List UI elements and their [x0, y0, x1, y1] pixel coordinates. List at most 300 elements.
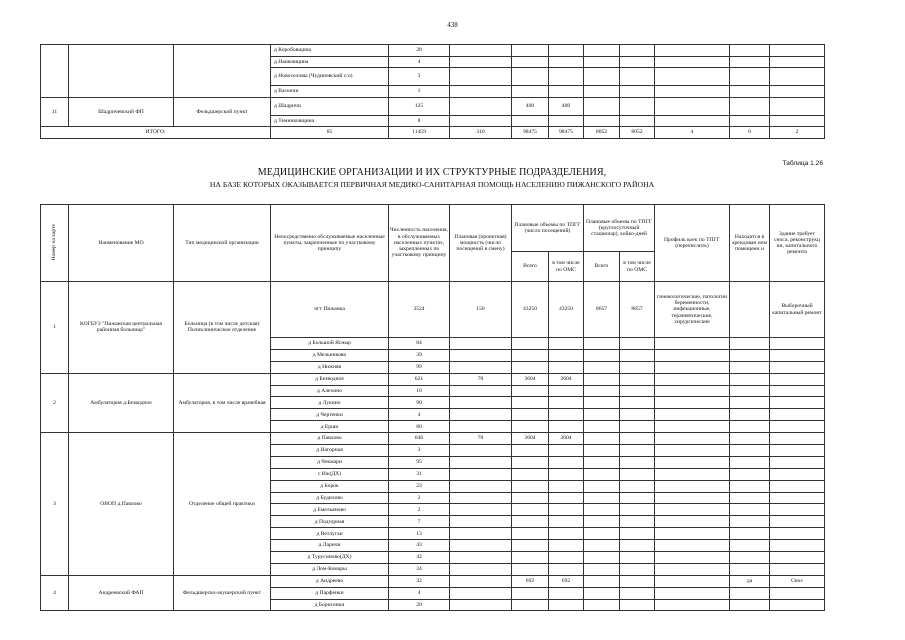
- visits-total-cell: [512, 540, 549, 552]
- visits-total-cell: [512, 492, 549, 504]
- building-cell: [770, 504, 825, 516]
- rented-cell: [730, 599, 770, 611]
- org-type-cell: Фельдшерский пункт: [174, 97, 271, 127]
- profile-cell: [655, 516, 730, 528]
- capacity-cell: [450, 456, 512, 468]
- stationary-oms-cell: [620, 575, 655, 587]
- settlement-cell: д Павлово: [271, 433, 389, 445]
- visits-total-cell: 692: [512, 575, 549, 587]
- stationary-total-cell: [584, 563, 620, 575]
- building-cell: [770, 56, 825, 68]
- org-type-cell: Амбулатория, в том числе врачебная: [174, 373, 271, 432]
- stationary-oms-cell: [620, 587, 655, 599]
- settlement-cell: д Нижняя: [271, 361, 389, 373]
- settlement-cell: д Борок: [271, 480, 389, 492]
- org-type-cell: Фельдшерско-акушерский пункт: [174, 575, 271, 611]
- visits-total-cell: [512, 504, 549, 516]
- org-name-cell: Амбулатория д.Безводное: [69, 373, 174, 432]
- profile-cell: [655, 433, 730, 445]
- population-cell: 10: [389, 385, 450, 397]
- stationary-total-cell: [584, 97, 620, 115]
- table-row: [41, 45, 825, 57]
- population-cell: 4: [389, 56, 450, 68]
- capacity-cell: [450, 45, 512, 57]
- rented-cell: [730, 445, 770, 457]
- population-cell: 125: [389, 97, 450, 115]
- building-cell: Выборочный капитальный ремонт: [770, 282, 825, 338]
- rented-cell: да: [730, 575, 770, 587]
- profile-cell: [655, 409, 730, 421]
- header-tpgg-visits: Плановые объемы по ТПГГ (число посещений): [512, 205, 584, 252]
- settlement-cell: д Ветлугаи: [271, 528, 389, 540]
- population-cell: 32: [389, 575, 450, 587]
- visits-oms-cell: [549, 492, 584, 504]
- org-name-cell: [69, 45, 174, 98]
- stationary-total-cell: [584, 56, 620, 68]
- org-type-cell: Отделение общей практики: [174, 433, 271, 576]
- stationary-oms-cell: [620, 361, 655, 373]
- visits-total-cell: [512, 563, 549, 575]
- header-capacity: Плановая (проектная) мощность (число посещений в смену): [450, 205, 512, 282]
- num-cell: 11: [41, 97, 69, 127]
- profile-cell: гинекологические, патологии беременности, инфекционные, терапевтические, хирургические: [655, 282, 730, 338]
- population-cell: 80: [389, 421, 450, 433]
- capacity-cell: [450, 516, 512, 528]
- visits-oms-cell: [549, 349, 584, 361]
- stationary-oms-cell: [620, 504, 655, 516]
- profile-cell: [655, 599, 730, 611]
- stationary-oms-cell: [620, 456, 655, 468]
- building-cell: [770, 587, 825, 599]
- settlement-cell: д Парфенки: [271, 587, 389, 599]
- building-cell: [770, 468, 825, 480]
- settlement-cell: д Большой Ясныр: [271, 338, 389, 350]
- stationary-total-cell: [584, 385, 620, 397]
- visits-total-cell: 43250: [512, 282, 549, 338]
- stationary-total-cell: [584, 45, 620, 57]
- visits-oms-cell: [549, 468, 584, 480]
- building-cell: [770, 373, 825, 385]
- stationary-total-cell: [584, 397, 620, 409]
- population-cell: 95: [389, 456, 450, 468]
- settlement-cell: д Нагорная: [271, 445, 389, 457]
- population-cell: 90: [389, 397, 450, 409]
- settlement-cell: д Безводное: [271, 373, 389, 385]
- building-cell: [770, 338, 825, 350]
- building-cell: Снос: [770, 575, 825, 587]
- org-name-cell: Шадричевский ФП: [69, 97, 174, 127]
- population-cell: 8: [389, 115, 450, 127]
- total-cell: 310: [450, 127, 512, 139]
- header-name: Наименование МО: [69, 205, 174, 282]
- visits-total-cell: [512, 421, 549, 433]
- capacity-cell: [450, 504, 512, 516]
- building-cell: [770, 86, 825, 98]
- visits-total-cell: [512, 86, 549, 98]
- header-stationary-oms: в том числе по ОМС: [620, 252, 655, 282]
- rented-cell: [730, 385, 770, 397]
- header-num: Номер на карте: [41, 205, 69, 282]
- org-name-cell: Андреевский ФАП: [69, 575, 174, 611]
- profile-cell: [655, 504, 730, 516]
- settlement-cell: д Наиковщина: [271, 56, 389, 68]
- visits-total-cell: [512, 587, 549, 599]
- profile-cell: [655, 468, 730, 480]
- capacity-cell: [450, 115, 512, 127]
- population-cell: 621: [389, 373, 450, 385]
- building-cell: [770, 349, 825, 361]
- visits-total-cell: [512, 385, 549, 397]
- header-tpgg-stationary: Плановые объемы по ТПГГ (круглосуточный стационар), койко-дней: [584, 205, 655, 252]
- rented-cell: [730, 56, 770, 68]
- stationary-total-cell: [584, 115, 620, 127]
- header-settlements: Непосредственно обслуживаемые населенные пункты, закрепленные по участковому принципу: [271, 205, 389, 282]
- org-type-cell: [174, 45, 271, 98]
- total-cell: 0: [730, 127, 770, 139]
- visits-total-cell: 3604: [512, 373, 549, 385]
- stationary-oms-cell: [620, 409, 655, 421]
- rented-cell: [730, 456, 770, 468]
- visits-total-cell: [512, 397, 549, 409]
- visits-oms-cell: 3604: [549, 373, 584, 385]
- settlement-cell: д Ерши: [271, 421, 389, 433]
- profile-cell: [655, 373, 730, 385]
- settlement-cell: д Борисенки: [271, 599, 389, 611]
- visits-oms-cell: [549, 68, 584, 86]
- building-cell: [770, 45, 825, 57]
- total-cell: 8052: [584, 127, 620, 139]
- visits-total-cell: [512, 480, 549, 492]
- population-cell: 34: [389, 563, 450, 575]
- visits-total-cell: [512, 468, 549, 480]
- capacity-cell: 150: [450, 282, 512, 338]
- profile-cell: [655, 575, 730, 587]
- stationary-oms-cell: 8657: [620, 282, 655, 338]
- building-cell: [770, 552, 825, 564]
- population-cell: 99: [389, 361, 450, 373]
- profile-cell: [655, 56, 730, 68]
- population-cell: 3: [389, 68, 450, 86]
- rented-cell: [730, 68, 770, 86]
- stationary-total-cell: [584, 361, 620, 373]
- population-cell: 20: [389, 599, 450, 611]
- settlement-cell: д Ларичи: [271, 540, 389, 552]
- rented-cell: [730, 421, 770, 433]
- settlement-cell: д Чекмари: [271, 456, 389, 468]
- stationary-oms-cell: [620, 433, 655, 445]
- top-table-fragment: [40, 44, 825, 139]
- table-row: [41, 97, 825, 115]
- stationary-oms-cell: [620, 68, 655, 86]
- profile-cell: [655, 492, 730, 504]
- building-cell: [770, 456, 825, 468]
- capacity-cell: [450, 468, 512, 480]
- header-row-1: [41, 205, 825, 252]
- table-row: [41, 282, 825, 338]
- rented-cell: [730, 86, 770, 98]
- population-cell: 646: [389, 433, 450, 445]
- capacity-cell: [450, 338, 512, 350]
- stationary-total-cell: [584, 456, 620, 468]
- stationary-total-cell: [584, 373, 620, 385]
- stationary-oms-cell: [620, 45, 655, 57]
- visits-oms-cell: [549, 397, 584, 409]
- visits-total-cell: [512, 361, 549, 373]
- visits-total-cell: [512, 349, 549, 361]
- capacity-cell: [450, 563, 512, 575]
- capacity-cell: 70: [450, 373, 512, 385]
- visits-oms-cell: 692: [549, 575, 584, 587]
- stationary-oms-cell: [620, 338, 655, 350]
- rented-cell: [730, 516, 770, 528]
- visits-total-cell: [512, 115, 549, 127]
- profile-cell: [655, 528, 730, 540]
- population-cell: 2: [389, 504, 450, 516]
- building-cell: [770, 97, 825, 115]
- stationary-total-cell: [584, 516, 620, 528]
- settlement-cell: пгт Пижанка: [271, 282, 389, 338]
- visits-total-cell: [512, 338, 549, 350]
- org-num-cell: 1: [41, 282, 69, 374]
- rented-cell: [730, 528, 770, 540]
- stationary-total-cell: [584, 480, 620, 492]
- main-table: [40, 204, 825, 611]
- stationary-total-cell: [584, 86, 620, 98]
- profile-cell: [655, 480, 730, 492]
- capacity-cell: [450, 587, 512, 599]
- stationary-total-cell: [584, 433, 620, 445]
- capacity-cell: [450, 575, 512, 587]
- population-cell: 28: [389, 45, 450, 57]
- population-cell: 4: [389, 587, 450, 599]
- stationary-total-cell: [584, 338, 620, 350]
- visits-oms-cell: [549, 56, 584, 68]
- org-name-cell: ОВОП д.Павлово: [69, 433, 174, 576]
- stationary-total-cell: [584, 445, 620, 457]
- rented-cell: [730, 97, 770, 115]
- profile-cell: [655, 563, 730, 575]
- org-num-cell: 4: [41, 575, 69, 611]
- stationary-total-cell: [584, 587, 620, 599]
- rented-cell: [730, 552, 770, 564]
- population-cell: 3524: [389, 282, 450, 338]
- stationary-oms-cell: [620, 421, 655, 433]
- stationary-oms-cell: [620, 445, 655, 457]
- population-cell: 4: [389, 409, 450, 421]
- building-cell: [770, 480, 825, 492]
- rented-cell: [730, 349, 770, 361]
- rented-cell: [730, 282, 770, 338]
- rented-cell: [730, 45, 770, 57]
- population-cell: 39: [389, 349, 450, 361]
- profile-cell: [655, 540, 730, 552]
- settlement-cell: д Шадричи: [271, 97, 389, 115]
- visits-total-cell: [512, 68, 549, 86]
- profile-cell: [655, 385, 730, 397]
- building-cell: [770, 516, 825, 528]
- rented-cell: [730, 563, 770, 575]
- settlement-cell: д Коробовщина: [271, 45, 389, 57]
- stationary-total-cell: [584, 421, 620, 433]
- stationary-oms-cell: [620, 563, 655, 575]
- settlement-cell: д Васкичи: [271, 86, 389, 98]
- stationary-total-cell: [584, 528, 620, 540]
- visits-oms-cell: [549, 45, 584, 57]
- capacity-cell: [450, 599, 512, 611]
- population-cell: 31: [389, 468, 450, 480]
- table-subtitle: НА БАЗЕ КОТОРЫХ ОКАЗЫВАЕТСЯ ПЕРВИЧНАЯ МЕДИКО-САНИТАРНАЯ ПОМОЩЬ НАСЕЛЕНИЮ ПИЖАНСКОГО РАЙОНА: [209, 180, 655, 189]
- capacity-cell: [450, 421, 512, 433]
- rented-cell: [730, 468, 770, 480]
- building-cell: [770, 115, 825, 127]
- population-cell: 2: [389, 492, 450, 504]
- visits-total-cell: [512, 445, 549, 457]
- building-cell: [770, 421, 825, 433]
- settlement-cell: д Чертенки: [271, 409, 389, 421]
- capacity-cell: [450, 385, 512, 397]
- header-rented: Находится в арендован ном помещени и: [730, 205, 770, 282]
- population-cell: 13: [389, 528, 450, 540]
- org-num-cell: 2: [41, 373, 69, 432]
- rented-cell: [730, 115, 770, 127]
- total-cell: 98475: [549, 127, 584, 139]
- profile-cell: [655, 338, 730, 350]
- stationary-oms-cell: [620, 349, 655, 361]
- profile-cell: [655, 421, 730, 433]
- org-name-cell: КОГБУЗ "Пижанская центральная районная больница": [69, 282, 174, 374]
- building-cell: [770, 397, 825, 409]
- stationary-oms-cell: [620, 599, 655, 611]
- settlement-cell: д Подгорная: [271, 516, 389, 528]
- profile-cell: [655, 397, 730, 409]
- building-cell: [770, 540, 825, 552]
- population-cell: 42: [389, 552, 450, 564]
- visits-total-cell: [512, 45, 549, 57]
- rented-cell: [730, 409, 770, 421]
- stationary-oms-cell: [620, 540, 655, 552]
- capacity-cell: [450, 397, 512, 409]
- visits-oms-cell: 43250: [549, 282, 584, 338]
- building-cell: [770, 68, 825, 86]
- visits-total-cell: 3604: [512, 433, 549, 445]
- capacity-cell: [450, 528, 512, 540]
- profile-cell: [655, 97, 730, 115]
- settlement-cell: д Емельяново: [271, 504, 389, 516]
- settlement-cell: д Алехино: [271, 385, 389, 397]
- building-cell: [770, 492, 825, 504]
- rented-cell: [730, 361, 770, 373]
- table-title: МЕДИЦИНСКИЕ ОРГАНИЗАЦИИ И ИХ СТРУКТУРНЫЕ ПОДРАЗДЕЛЕНИЯ,: [257, 167, 607, 178]
- building-cell: [770, 385, 825, 397]
- stationary-total-cell: [584, 492, 620, 504]
- visits-oms-cell: 400: [549, 97, 584, 115]
- visits-total-cell: [512, 456, 549, 468]
- profile-cell: [655, 445, 730, 457]
- total-row: [41, 127, 825, 139]
- building-cell: [770, 361, 825, 373]
- capacity-cell: [450, 540, 512, 552]
- header-visits-total: Всего: [512, 252, 549, 282]
- stationary-oms-cell: [620, 397, 655, 409]
- visits-oms-cell: 3604: [549, 433, 584, 445]
- total-label-cell: ИТОГО:: [41, 127, 271, 139]
- visits-oms-cell: [549, 516, 584, 528]
- settlement-cell: д Темниковщина: [271, 115, 389, 127]
- visits-oms-cell: [549, 599, 584, 611]
- visits-oms-cell: [549, 409, 584, 421]
- visits-total-cell: [512, 516, 549, 528]
- settlement-cell: с Иж(ДХ): [271, 468, 389, 480]
- header-stationary-total: Всего: [584, 252, 620, 282]
- rented-cell: [730, 504, 770, 516]
- stationary-oms-cell: [620, 373, 655, 385]
- profile-cell: [655, 115, 730, 127]
- capacity-cell: [450, 56, 512, 68]
- profile-cell: [655, 45, 730, 57]
- profile-cell: [655, 552, 730, 564]
- building-cell: [770, 445, 825, 457]
- rented-cell: [730, 587, 770, 599]
- header-visits-oms: в том числе по ОМС: [549, 252, 584, 282]
- profile-cell: [655, 456, 730, 468]
- visits-oms-cell: [549, 115, 584, 127]
- total-cell: 2: [770, 127, 825, 139]
- table-row: [41, 433, 825, 445]
- visits-total-cell: [512, 56, 549, 68]
- header-population: Численность населения, в обслуживаемых населенных пунктах, закрепленных по участковому принципу: [389, 205, 450, 282]
- header-profile: Профиль коек по ТПГГ (перечислить): [655, 205, 730, 282]
- visits-oms-cell: [549, 528, 584, 540]
- rented-cell: [730, 338, 770, 350]
- settlement-cell: д Лукино: [271, 397, 389, 409]
- visits-oms-cell: [549, 421, 584, 433]
- capacity-cell: [450, 361, 512, 373]
- visits-oms-cell: [549, 552, 584, 564]
- stationary-total-cell: [584, 540, 620, 552]
- population-cell: 3: [389, 445, 450, 457]
- stationary-oms-cell: [620, 97, 655, 115]
- stationary-total-cell: [584, 349, 620, 361]
- stationary-oms-cell: [620, 480, 655, 492]
- capacity-cell: 70: [450, 433, 512, 445]
- total-cell: 98475: [512, 127, 549, 139]
- rented-cell: [730, 540, 770, 552]
- stationary-total-cell: 8657: [584, 282, 620, 338]
- population-cell: 23: [389, 480, 450, 492]
- total-cell: 8052: [620, 127, 655, 139]
- population-cell: 43: [389, 540, 450, 552]
- visits-oms-cell: [549, 456, 584, 468]
- capacity-cell: [450, 445, 512, 457]
- visits-oms-cell: [549, 338, 584, 350]
- stationary-total-cell: [584, 468, 620, 480]
- stationary-oms-cell: [620, 86, 655, 98]
- stationary-oms-cell: [620, 552, 655, 564]
- building-cell: [770, 599, 825, 611]
- stationary-total-cell: [584, 599, 620, 611]
- org-num-cell: 3: [41, 433, 69, 576]
- stationary-oms-cell: [620, 115, 655, 127]
- stationary-total-cell: [584, 409, 620, 421]
- visits-total-cell: [512, 528, 549, 540]
- header-building: Здание требует сноса, реконструкц ии, капитального ремонта: [770, 205, 825, 282]
- visits-oms-cell: [549, 587, 584, 599]
- building-cell: [770, 563, 825, 575]
- rented-cell: [730, 373, 770, 385]
- page-number: 438: [447, 21, 458, 29]
- num-cell: [41, 45, 69, 98]
- profile-cell: [655, 86, 730, 98]
